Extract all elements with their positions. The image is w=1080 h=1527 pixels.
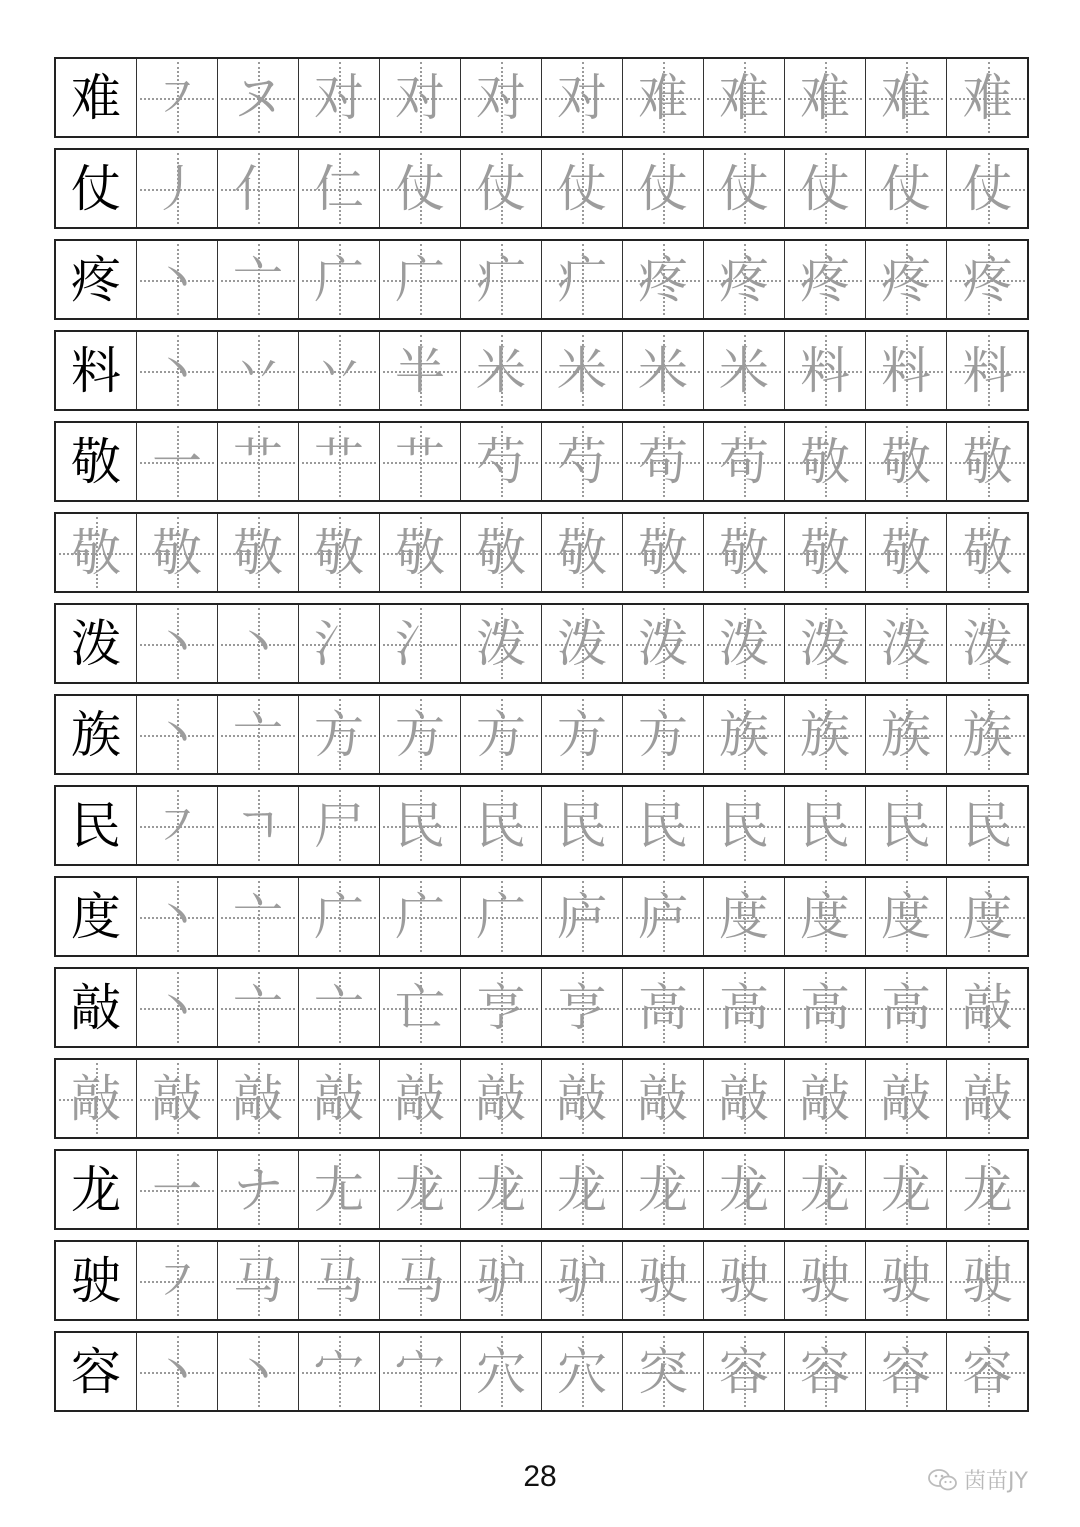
trace-cell: 敬 [704, 514, 785, 591]
practice-row [54, 239, 1029, 320]
trace-cell: 敲 [947, 969, 1028, 1046]
trace-cell: 敬 [218, 514, 299, 591]
trace-cell: 丷 [218, 332, 299, 409]
trace-cell: 亨 [542, 969, 623, 1046]
practice-row [54, 1058, 1029, 1139]
trace-cell: 敬 [380, 514, 461, 591]
trace-cell: 氵 [299, 605, 380, 682]
trace-cell: ㇇ [137, 59, 218, 136]
trace-cell: ㄱ [218, 787, 299, 864]
model-character: 度 [56, 878, 137, 955]
trace-cell: 亠 [218, 696, 299, 773]
trace-cell: 敲 [218, 1060, 299, 1137]
trace-cell: 疼 [947, 241, 1028, 318]
watermark-text: 茵苗JY [964, 1469, 1028, 1494]
trace-cell: 龙 [380, 1151, 461, 1228]
trace-cell: 疒 [461, 241, 542, 318]
trace-cell: 敲 [542, 1060, 623, 1137]
trace-cell: 苟 [704, 423, 785, 500]
trace-cell: 方 [380, 696, 461, 773]
trace-cell: 族 [947, 696, 1028, 773]
practice-grid [54, 57, 1029, 1422]
trace-cell: ナ [218, 1151, 299, 1228]
trace-cell: 广 [380, 878, 461, 955]
trace-cell: 苟 [623, 423, 704, 500]
trace-cell: 穴 [542, 1333, 623, 1410]
trace-cell: 对 [542, 59, 623, 136]
model-character: 族 [56, 696, 137, 773]
model-character: 驶 [56, 1242, 137, 1319]
trace-cell: 族 [866, 696, 947, 773]
trace-cell: 驶 [947, 1242, 1028, 1319]
trace-cell: 族 [785, 696, 866, 773]
trace-cell: 难 [704, 59, 785, 136]
model-character: 容 [56, 1333, 137, 1410]
model-character: 难 [56, 59, 137, 136]
trace-cell: 广 [299, 241, 380, 318]
trace-cell: 敲 [866, 1060, 947, 1137]
practice-row [54, 967, 1029, 1048]
trace-cell: 仗 [947, 150, 1028, 227]
trace-cell: 度 [947, 878, 1028, 955]
trace-cell: 马 [218, 1242, 299, 1319]
trace-cell: 料 [785, 332, 866, 409]
practice-row [54, 148, 1029, 229]
trace-cell: 驴 [542, 1242, 623, 1319]
trace-cell: 度 [704, 878, 785, 955]
trace-cell: 高 [866, 969, 947, 1046]
trace-cell: 仗 [380, 150, 461, 227]
trace-cell: 艹 [299, 423, 380, 500]
trace-cell: 驴 [461, 1242, 542, 1319]
trace-cell: 龙 [704, 1151, 785, 1228]
trace-cell: 驶 [785, 1242, 866, 1319]
trace-cell: 民 [542, 787, 623, 864]
trace-cell: 米 [461, 332, 542, 409]
trace-cell: 丶 [137, 696, 218, 773]
trace-cell: 泼 [785, 605, 866, 682]
watermark [928, 1464, 1028, 1495]
trace-cell: 仗 [785, 150, 866, 227]
model-character: 料 [56, 332, 137, 409]
trace-cell: 丶 [137, 241, 218, 318]
trace-cell: 高 [785, 969, 866, 1046]
practice-row [54, 330, 1029, 411]
trace-cell: 民 [704, 787, 785, 864]
trace-cell: 亡 [380, 969, 461, 1046]
trace-cell: 丶 [137, 332, 218, 409]
trace-cell: 敬 [785, 514, 866, 591]
practice-row [54, 1331, 1029, 1412]
model-character: 敲 [56, 969, 137, 1046]
trace-cell: 泼 [947, 605, 1028, 682]
trace-cell: 方 [542, 696, 623, 773]
practice-row [54, 785, 1029, 866]
practice-row [54, 512, 1029, 593]
trace-cell: 泼 [461, 605, 542, 682]
trace-cell: 丶 [137, 969, 218, 1046]
trace-cell: 敬 [137, 514, 218, 591]
trace-cell: 高 [623, 969, 704, 1046]
trace-cell: 敲 [137, 1060, 218, 1137]
practice-row [54, 694, 1029, 775]
trace-cell: 米 [542, 332, 623, 409]
trace-cell: 民 [785, 787, 866, 864]
practice-row [54, 1149, 1029, 1230]
trace-cell: 宀 [380, 1333, 461, 1410]
trace-cell: 米 [704, 332, 785, 409]
trace-cell: 敲 [380, 1060, 461, 1137]
trace-cell: 驶 [623, 1242, 704, 1319]
trace-cell: 半 [380, 332, 461, 409]
practice-row [54, 1240, 1029, 1321]
trace-cell: 艹 [380, 423, 461, 500]
trace-cell: 敬 [866, 514, 947, 591]
trace-cell: 容 [866, 1333, 947, 1410]
model-character: 龙 [56, 1151, 137, 1228]
trace-cell: 芍 [461, 423, 542, 500]
trace-cell: 尸 [299, 787, 380, 864]
trace-cell: 庐 [623, 878, 704, 955]
trace-cell: 对 [299, 59, 380, 136]
trace-cell: 高 [704, 969, 785, 1046]
trace-cell: 敲 [299, 1060, 380, 1137]
wechat-icon [928, 1468, 958, 1492]
trace-cell: 敬 [866, 423, 947, 500]
trace-cell: 敬 [461, 514, 542, 591]
trace-cell: 龙 [785, 1151, 866, 1228]
trace-cell: 疼 [785, 241, 866, 318]
trace-cell: 对 [380, 59, 461, 136]
trace-cell: 敬 [299, 514, 380, 591]
trace-cell: 料 [866, 332, 947, 409]
trace-cell: 米 [623, 332, 704, 409]
trace-cell: 敲 [56, 1060, 137, 1137]
trace-cell: 疒 [542, 241, 623, 318]
practice-row [54, 603, 1029, 684]
trace-cell: 疼 [623, 241, 704, 318]
trace-cell: 一 [137, 423, 218, 500]
trace-cell: 尢 [299, 1151, 380, 1228]
trace-cell: 丶 [137, 605, 218, 682]
trace-cell: 敬 [947, 423, 1028, 500]
practice-row [54, 57, 1029, 138]
trace-cell: 丶 [137, 1333, 218, 1410]
trace-cell: 丶 [218, 605, 299, 682]
trace-cell: 敲 [947, 1060, 1028, 1137]
page-number: 28 [523, 1460, 557, 1493]
trace-cell: 穴 [461, 1333, 542, 1410]
trace-cell: 龙 [623, 1151, 704, 1228]
trace-cell: 族 [704, 696, 785, 773]
trace-cell: 度 [785, 878, 866, 955]
trace-cell: 敬 [56, 514, 137, 591]
trace-cell: 芍 [542, 423, 623, 500]
trace-cell: 容 [704, 1333, 785, 1410]
trace-cell: 马 [380, 1242, 461, 1319]
trace-cell: 敲 [461, 1060, 542, 1137]
trace-cell: 敬 [785, 423, 866, 500]
trace-cell: 难 [785, 59, 866, 136]
trace-cell: 容 [947, 1333, 1028, 1410]
trace-cell: 亠 [299, 969, 380, 1046]
trace-cell: 仗 [704, 150, 785, 227]
trace-cell: 难 [623, 59, 704, 136]
trace-cell: 疼 [704, 241, 785, 318]
trace-cell: 泼 [542, 605, 623, 682]
trace-cell: ヌ [218, 59, 299, 136]
trace-cell: 广 [299, 878, 380, 955]
trace-cell: 敲 [785, 1060, 866, 1137]
model-character: 仗 [56, 150, 137, 227]
trace-cell: 敲 [704, 1060, 785, 1137]
trace-cell: 氵 [380, 605, 461, 682]
trace-cell: 龙 [866, 1151, 947, 1228]
trace-cell: 龙 [542, 1151, 623, 1228]
model-character: 疼 [56, 241, 137, 318]
trace-cell: 民 [866, 787, 947, 864]
trace-cell: 一 [137, 1151, 218, 1228]
trace-cell: 度 [866, 878, 947, 955]
trace-cell: 民 [461, 787, 542, 864]
trace-cell: 泼 [866, 605, 947, 682]
trace-cell: 驶 [704, 1242, 785, 1319]
trace-cell: 亠 [218, 241, 299, 318]
trace-cell: 艹 [218, 423, 299, 500]
trace-cell: 仗 [542, 150, 623, 227]
trace-cell: 龙 [947, 1151, 1028, 1228]
trace-cell: 仗 [623, 150, 704, 227]
trace-cell: 容 [785, 1333, 866, 1410]
trace-cell: 难 [947, 59, 1028, 136]
trace-cell: 马 [299, 1242, 380, 1319]
trace-cell: 仗 [866, 150, 947, 227]
trace-cell: 民 [623, 787, 704, 864]
trace-cell: 仁 [299, 150, 380, 227]
model-character: 泼 [56, 605, 137, 682]
model-character: 敬 [56, 423, 137, 500]
trace-cell: 对 [461, 59, 542, 136]
trace-cell: 泼 [623, 605, 704, 682]
trace-cell: 突 [623, 1333, 704, 1410]
trace-cell: 广 [380, 241, 461, 318]
trace-cell: 亨 [461, 969, 542, 1046]
trace-cell: 民 [380, 787, 461, 864]
trace-cell: 龙 [461, 1151, 542, 1228]
trace-cell: 宀 [299, 1333, 380, 1410]
model-character: 民 [56, 787, 137, 864]
trace-cell: 方 [461, 696, 542, 773]
trace-cell: ㇇ [137, 1242, 218, 1319]
trace-cell: 疼 [866, 241, 947, 318]
trace-cell: 敲 [623, 1060, 704, 1137]
trace-cell: 丿 [137, 150, 218, 227]
practice-row [54, 421, 1029, 502]
trace-cell: 亠 [218, 878, 299, 955]
trace-cell: 丷 [299, 332, 380, 409]
trace-cell: 驶 [866, 1242, 947, 1319]
trace-cell: 方 [623, 696, 704, 773]
trace-cell: 丶 [137, 878, 218, 955]
trace-cell: 敬 [947, 514, 1028, 591]
practice-row [54, 876, 1029, 957]
trace-cell: 丶 [218, 1333, 299, 1410]
trace-cell: 民 [947, 787, 1028, 864]
trace-cell: 仗 [461, 150, 542, 227]
trace-cell: 亻 [218, 150, 299, 227]
trace-cell: 敬 [623, 514, 704, 591]
trace-cell: 方 [299, 696, 380, 773]
trace-cell: 料 [947, 332, 1028, 409]
trace-cell: 敬 [542, 514, 623, 591]
trace-cell: ㇇ [137, 787, 218, 864]
trace-cell: 庐 [542, 878, 623, 955]
trace-cell: 亠 [218, 969, 299, 1046]
trace-cell: 泼 [704, 605, 785, 682]
trace-cell: 广 [461, 878, 542, 955]
trace-cell: 难 [866, 59, 947, 136]
